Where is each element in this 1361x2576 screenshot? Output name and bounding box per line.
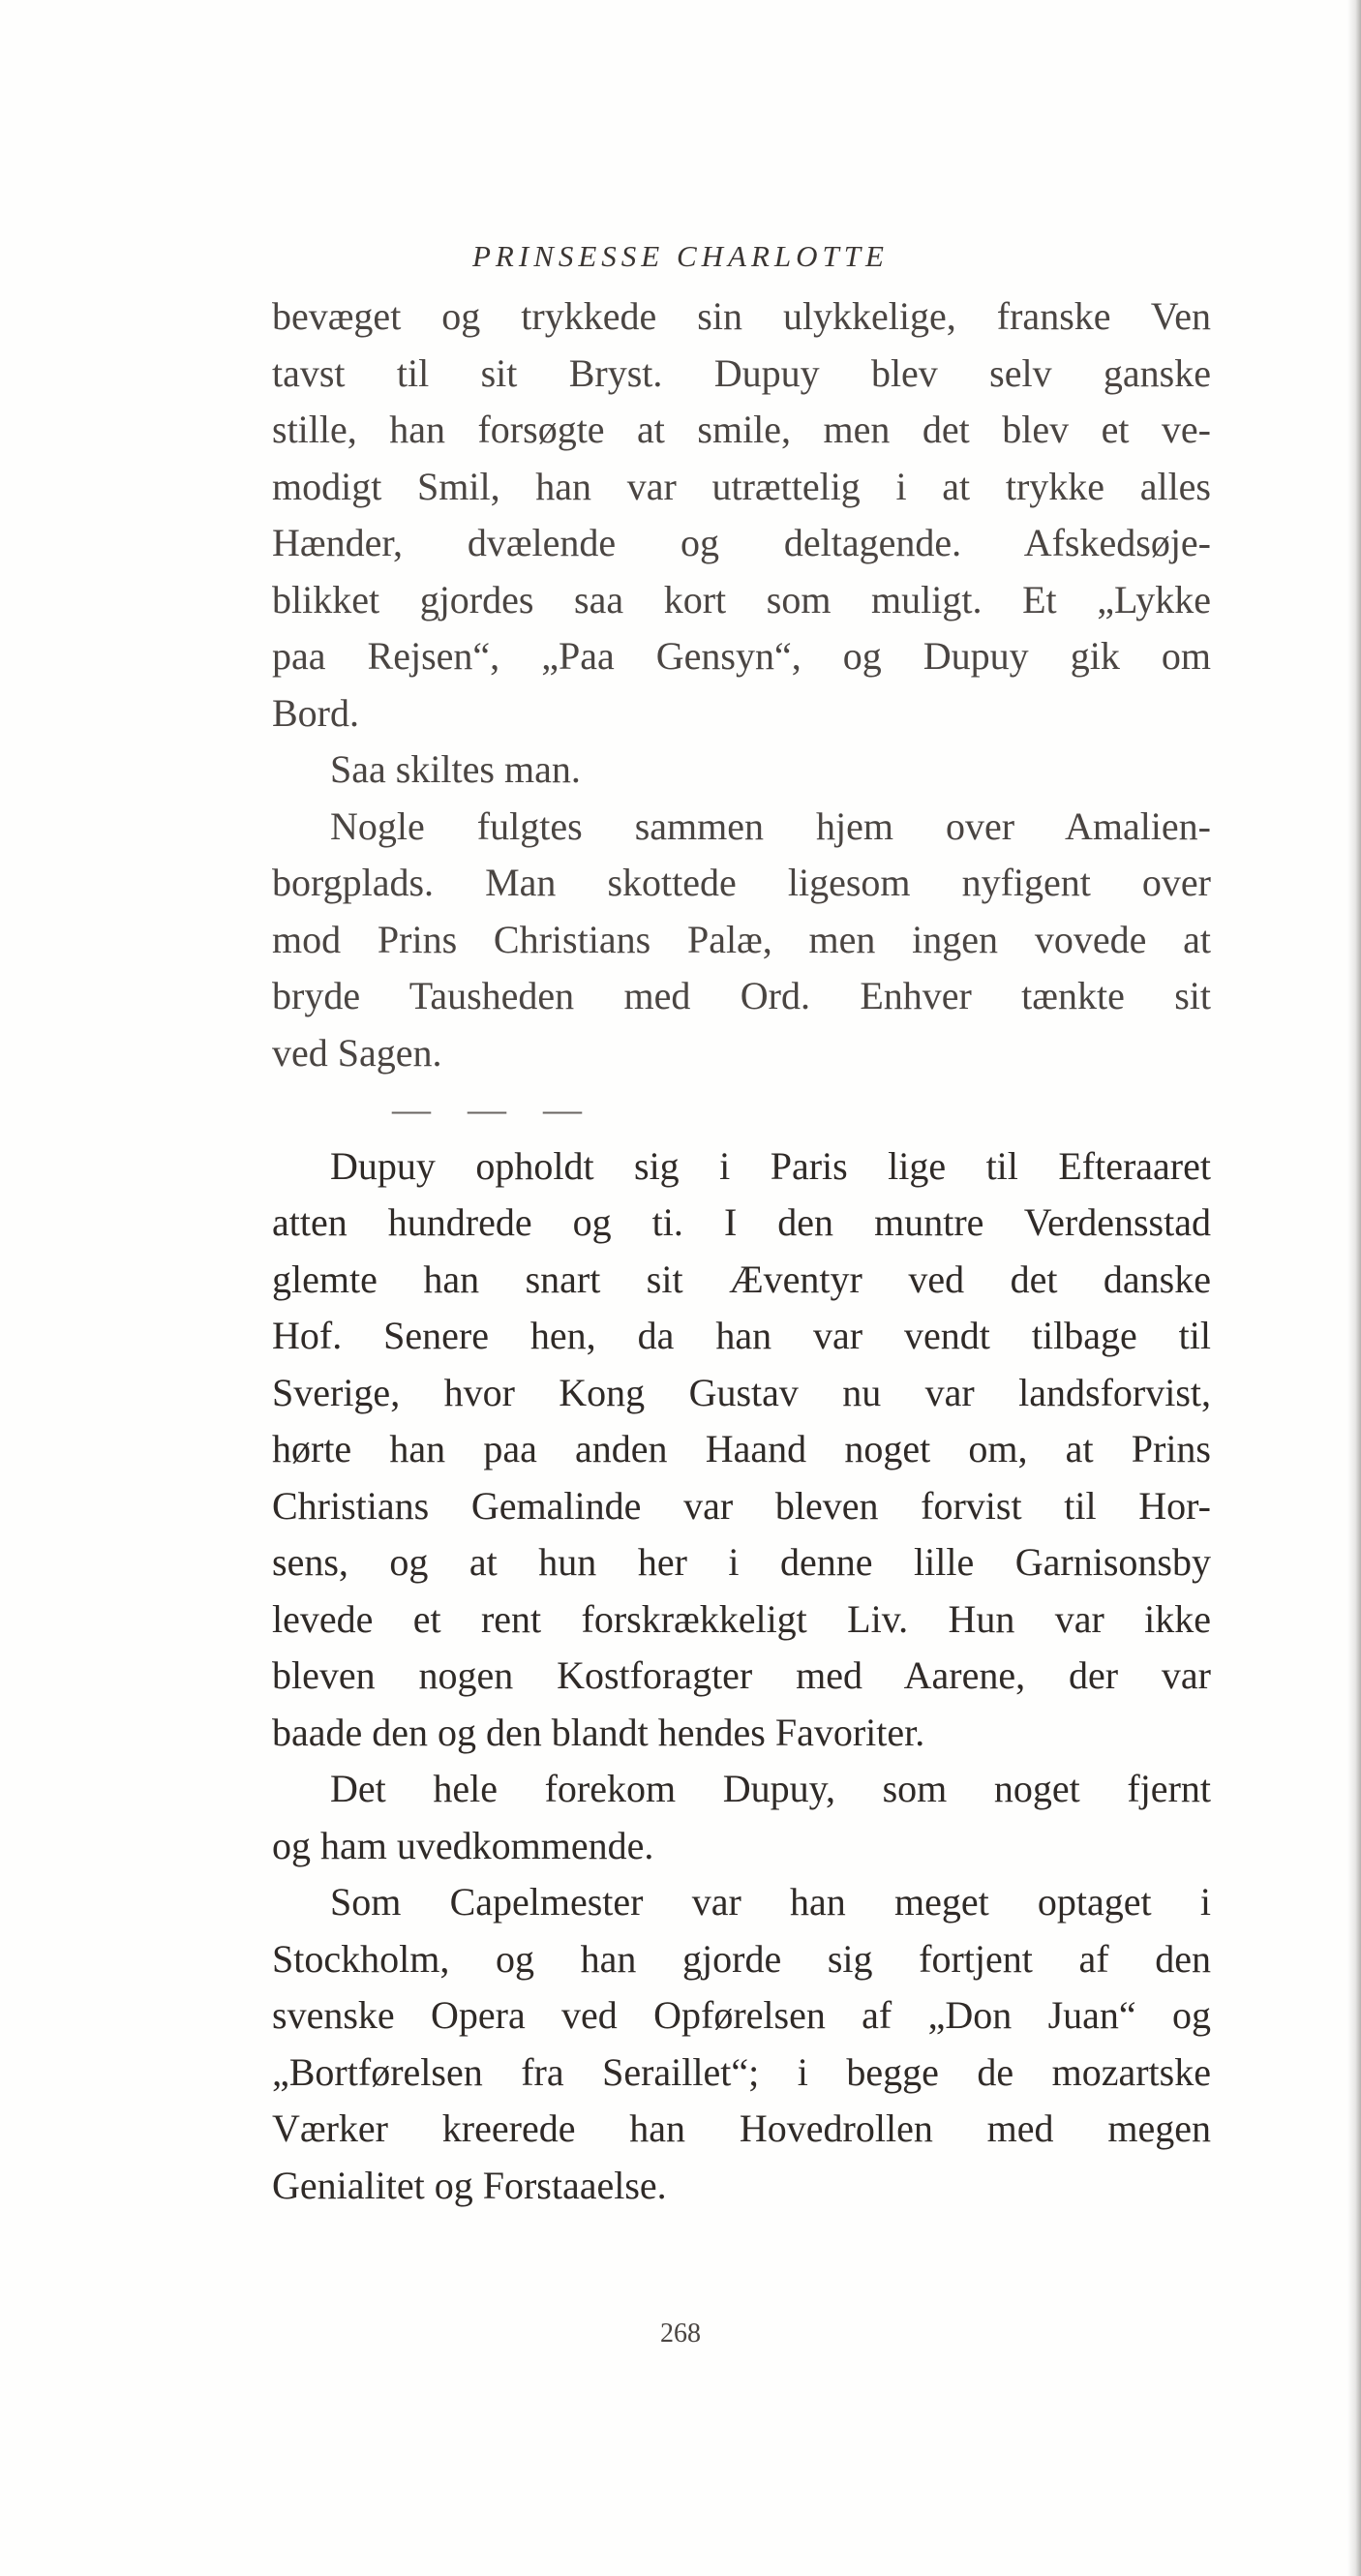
text-line: Som Capelmester var han meget optaget i bbox=[330, 1880, 1211, 1924]
text-line: baade den og den blandt hendes Favoriter. bbox=[272, 1710, 925, 1754]
text-line: Sverige, hvor Kong Gustav nu var landsforvist, bbox=[272, 1370, 1211, 1414]
text-line: bevæget og trykkede sin ulykkelige, franske Ven bbox=[272, 294, 1211, 338]
text-line: tavst til sit Bryst. Dupuy blev selv ganske bbox=[272, 350, 1211, 395]
text-line: Genialitet og Forstaaelse. bbox=[272, 2163, 667, 2207]
text-line: bleven nogen Kostforagter med Aarene, der var bbox=[272, 1653, 1211, 1697]
text-line: Saa skiltes man. bbox=[330, 747, 581, 791]
text-line: stille, han forsøgte at smile, men det blev et ve- bbox=[272, 408, 1211, 451]
text-line: Nogle fulgtes sammen hjem over Amalien- bbox=[330, 803, 1211, 848]
text-line: modigt Smil, han var utrættelig i at trykke alles bbox=[272, 464, 1211, 508]
text-line: Bord. bbox=[272, 690, 359, 735]
text-line: Hænder, dvælende og deltagende. Afskedsøje- bbox=[272, 521, 1211, 564]
text-line: Det hele forekom Dupuy, som noget fjernt bbox=[330, 1767, 1211, 1810]
text-line: borgplads. Man skottede ligesom nyfigent over bbox=[272, 861, 1211, 904]
text-line: bryde Tausheden med Ord. Enhver tænkte sit bbox=[272, 974, 1211, 1017]
running-head: PRINSESSE CHARLOTTE bbox=[472, 239, 889, 273]
text-line: glemte han snart sit Æventyr ved det danske bbox=[272, 1257, 1211, 1301]
text-line: levede et rent forskrækkeligt Liv. Hun var ikke bbox=[272, 1596, 1211, 1641]
text-line: Stockholm, og han gjorde sig fortjent af den bbox=[272, 1936, 1211, 1981]
text-line: Christians Gemalinde var bleven forvist til Hor- bbox=[272, 1483, 1211, 1528]
text-line: atten hundrede og ti. I den muntre Verdensstad bbox=[272, 1200, 1211, 1244]
page-edge-shadow bbox=[1347, 0, 1361, 2576]
text-line: Hof. Senere hen, da han var vendt tilbage til bbox=[272, 1314, 1211, 1357]
text-line: paa Rejsen“, „Paa Gensyn“, og Dupuy gik om bbox=[272, 634, 1211, 678]
text-line: ved Sagen. bbox=[272, 1030, 442, 1075]
text-line: sens, og at hun her i denne lille Garnisonsby bbox=[272, 1540, 1211, 1584]
text-line: Værker kreerede han Hovedrollen med megen bbox=[272, 2106, 1211, 2150]
text-line: Dupuy opholdt sig i Paris lige til Efteraaret bbox=[330, 1143, 1211, 1188]
body-text bbox=[272, 288, 1211, 2214]
page-number: 268 bbox=[660, 2318, 701, 2349]
text-line: hørte han paa anden Haand noget om, at Prins bbox=[272, 1427, 1211, 1470]
text-line: svenske Opera ved Opførelsen af „Don Juan“ og bbox=[272, 1993, 1211, 2037]
text-line: blikket gjordes saa kort som muligt. Et „Lykke bbox=[272, 577, 1211, 621]
section-break: — — — bbox=[392, 1087, 595, 1131]
text-line: „Bortførelsen fra Seraillet“; i begge de mozartske bbox=[272, 2049, 1211, 2094]
text-line: mod Prins Christians Palæ, men ingen vovede at bbox=[272, 917, 1211, 961]
text-line: og ham uvedkommende. bbox=[272, 1823, 654, 1867]
